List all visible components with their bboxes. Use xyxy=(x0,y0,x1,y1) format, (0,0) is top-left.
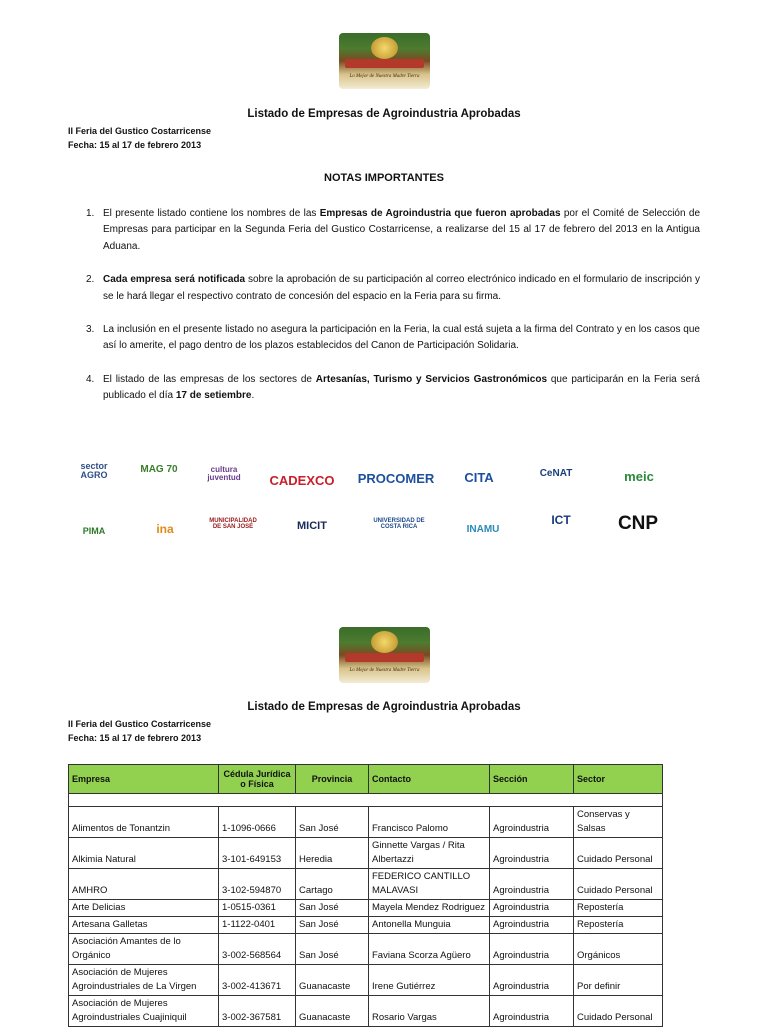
cell-provincia: Heredia xyxy=(296,838,369,869)
sponsor-logo-micit: MICIT xyxy=(297,519,327,532)
logo-tagline: Lo Mejor de Nuestra Madre Tierra xyxy=(349,668,420,673)
sponsor-logo-meic: meic xyxy=(624,468,654,484)
cell-sector: Cuidado Personal xyxy=(574,838,663,869)
cell-provincia: San José xyxy=(296,917,369,934)
table-header-row xyxy=(69,765,663,794)
note-number: 2. xyxy=(86,274,95,286)
col-header-empresa: Empresa xyxy=(69,765,219,794)
cell-empresa: Artesana Galletas xyxy=(69,917,219,934)
cell-provincia: Cartago xyxy=(296,869,369,900)
sponsor-logo-ucr: UNIVERSIDAD DE COSTA RICA xyxy=(373,518,425,530)
cell-sector: Repostería xyxy=(574,917,663,934)
cell-sector: Repostería xyxy=(574,900,663,917)
cell-seccion: Agroindustria xyxy=(490,838,574,869)
note-bold-text: 17 de setiembre xyxy=(175,390,252,402)
cell-empresa: Arte Delicias xyxy=(69,900,219,917)
table-row xyxy=(69,807,663,838)
col-header-seccion: Sección xyxy=(490,765,574,794)
event-date: Fecha: 15 al 17 de febrero 2013 xyxy=(68,140,202,150)
note-text: por el Comité de Selección de Empresas para participar en la Segunda Feria del Gustico Costarricense, a realizarse del 15 al 17 de febrero del 2013 en la Antigua Aduana. xyxy=(103,208,701,252)
sponsor-logo-ina: ina xyxy=(156,522,174,536)
cell-provincia: Guanacaste xyxy=(296,965,369,996)
note-number: 3. xyxy=(86,324,95,336)
note-text: La inclusión en el presente listado no asegura la participación en la Feria, la cual está sujeta a la firma del Contrato y en los casos que así lo amerite, el pago dentro de los plazos establecidos del Canon de Participación Solidaria. xyxy=(103,324,700,352)
cell-seccion: Agroindustria xyxy=(490,934,574,965)
cell-provincia: Guanacaste xyxy=(296,996,369,1027)
sponsor-logo-cenat: CeNAT xyxy=(539,468,573,479)
cell-empresa: Alkimia Natural xyxy=(69,838,219,869)
cell-contacto: Faviana Scorza Agüero xyxy=(369,934,490,965)
cell-provincia: San José xyxy=(296,900,369,917)
cell-sector: Orgánicos xyxy=(574,934,663,965)
sponsor-logo-sector-agro: sector AGRO xyxy=(80,461,108,480)
event-meta-2 xyxy=(68,717,211,745)
note-text: que participarán en la Feria será publicado el día xyxy=(103,373,700,402)
logo-ribbon xyxy=(345,59,424,68)
logo-tagline: Lo Mejor de Nuestra Madre Tierra xyxy=(349,74,420,79)
sponsor-logo-cultura-juventud: cultura juventud xyxy=(207,465,241,482)
page-title-2: Listado de Empresas de Agroindustria Aprobadas xyxy=(247,701,521,713)
sponsor-logo-cadexco: CADEXCO xyxy=(269,472,335,488)
note-text: . xyxy=(251,390,255,402)
cell-cedula: 3-102-594870 xyxy=(219,869,296,900)
cell-empresa: Alimentos de Tonantzin xyxy=(69,807,219,838)
cell-sector: Conservas y Salsas xyxy=(574,807,663,838)
event-name: II Feria del Gustico Costarricense xyxy=(68,126,212,136)
feria-logo xyxy=(339,33,430,89)
note-item xyxy=(68,206,700,255)
cell-contacto: Francisco Palomo xyxy=(369,807,490,838)
cell-seccion: Agroindustria xyxy=(490,965,574,996)
feria-logo-2 xyxy=(339,627,430,683)
note-text: El presente listado contiene los nombres de las xyxy=(103,208,320,219)
cell-seccion: Agroindustria xyxy=(490,996,574,1027)
note-text: El listado de las empresas de los sectores de xyxy=(103,373,316,385)
cell-provincia: San José xyxy=(296,807,369,838)
cell-empresa: Asociación de Mujeres Agroindustriales Cuajiniquil xyxy=(69,996,219,1027)
cell-empresa: Asociación Amantes de lo Orgánico xyxy=(69,934,219,965)
sponsor-logo-pima: PIMA xyxy=(82,525,106,536)
cell-cedula: 1-1122-0401 xyxy=(219,917,296,934)
note-number: 1. xyxy=(86,208,95,219)
col-header-provincia: Provincia xyxy=(296,765,369,794)
table-row xyxy=(69,917,663,934)
cell-cedula: 3-002-367581 xyxy=(219,996,296,1027)
cell-seccion: Agroindustria xyxy=(490,807,574,838)
logo-ribbon xyxy=(345,653,424,662)
cell-contacto: FEDERICO CANTILLO MALAVASI xyxy=(369,869,490,900)
event-meta xyxy=(68,124,211,152)
sun-emblem xyxy=(371,631,398,653)
note-number: 4. xyxy=(86,373,95,385)
notes-list xyxy=(68,206,700,422)
table-row xyxy=(69,996,663,1027)
col-header-sector: Sector xyxy=(574,765,663,794)
page-title: Listado de Empresas de Agroindustria Aprobadas xyxy=(247,108,521,120)
cell-sector: Cuidado Personal xyxy=(574,869,663,900)
event-date: Fecha: 15 al 17 de febrero 2013 xyxy=(68,733,202,743)
cell-provincia: San José xyxy=(296,934,369,965)
table-spacer-row xyxy=(69,794,663,807)
sponsor-logo-municipalidad: MUNICIPALIDAD DE SAN JOSÉ xyxy=(209,518,257,530)
sponsor-logo-mag-70: MAG 70 xyxy=(140,464,178,475)
cell-cedula: 3-002-568564 xyxy=(219,934,296,965)
sun-emblem xyxy=(371,37,398,59)
table-row xyxy=(69,934,663,965)
cell-empresa: AMHRO xyxy=(69,869,219,900)
note-item xyxy=(68,322,700,355)
cell-contacto: Ginnette Vargas / Rita Albertazzi xyxy=(369,838,490,869)
cell-cedula: 1-0515-0361 xyxy=(219,900,296,917)
sponsor-logo-cnp: CNP xyxy=(617,512,659,534)
cell-empresa: Asociación de Mujeres Agroindustriales de La Virgen xyxy=(69,965,219,996)
sponsor-logo-procomer: PROCOMER xyxy=(357,470,435,486)
col-header-cedula: Cédula Jurídica o Física xyxy=(219,765,296,794)
note-text: sobre la aprobación de su participación al correo electrónico indicado en el formulario de inscripción y se le hará llegar el respectivo contrato de concesión del espacio en la Feria para su firma. xyxy=(103,274,701,302)
event-name: II Feria del Gustico Costarricense xyxy=(68,719,212,729)
sponsor-logo-cita: CITA xyxy=(464,469,494,485)
cell-seccion: Agroindustria xyxy=(490,900,574,917)
cell-seccion: Agroindustria xyxy=(490,869,574,900)
sponsor-logo-inamu: INAMU xyxy=(466,524,500,535)
notes-heading: NOTAS IMPORTANTES xyxy=(324,172,444,184)
note-item xyxy=(68,272,700,305)
cell-contacto: Irene Gutiérrez xyxy=(369,965,490,996)
note-bold-text: Empresas de Agroindustria que fueron aprobadas xyxy=(319,208,561,219)
note-item xyxy=(68,372,700,405)
col-header-contacto: Contacto xyxy=(369,765,490,794)
cell-seccion: Agroindustria xyxy=(490,917,574,934)
table-row xyxy=(69,838,663,869)
cell-contacto: Rosario Vargas xyxy=(369,996,490,1027)
table-row xyxy=(69,965,663,996)
cell-cedula: 3-002-413671 xyxy=(219,965,296,996)
cell-cedula: 3-101-649153 xyxy=(219,838,296,869)
companies-table xyxy=(68,764,663,1027)
note-bold-text: Cada empresa será notificada xyxy=(103,274,246,286)
cell-sector: Por definir xyxy=(574,965,663,996)
sponsor-logo-ict: ICT xyxy=(551,513,571,527)
table-row xyxy=(69,900,663,917)
cell-sector: Cuidado Personal xyxy=(574,996,663,1027)
note-bold-text: Artesanías, Turismo y Servicios Gastronómicos xyxy=(315,373,548,385)
table-row xyxy=(69,869,663,900)
cell-cedula: 1-1096-0666 xyxy=(219,807,296,838)
cell-contacto: Antonella Munguia xyxy=(369,917,490,934)
cell-contacto: Mayela Mendez Rodriguez xyxy=(369,900,490,917)
